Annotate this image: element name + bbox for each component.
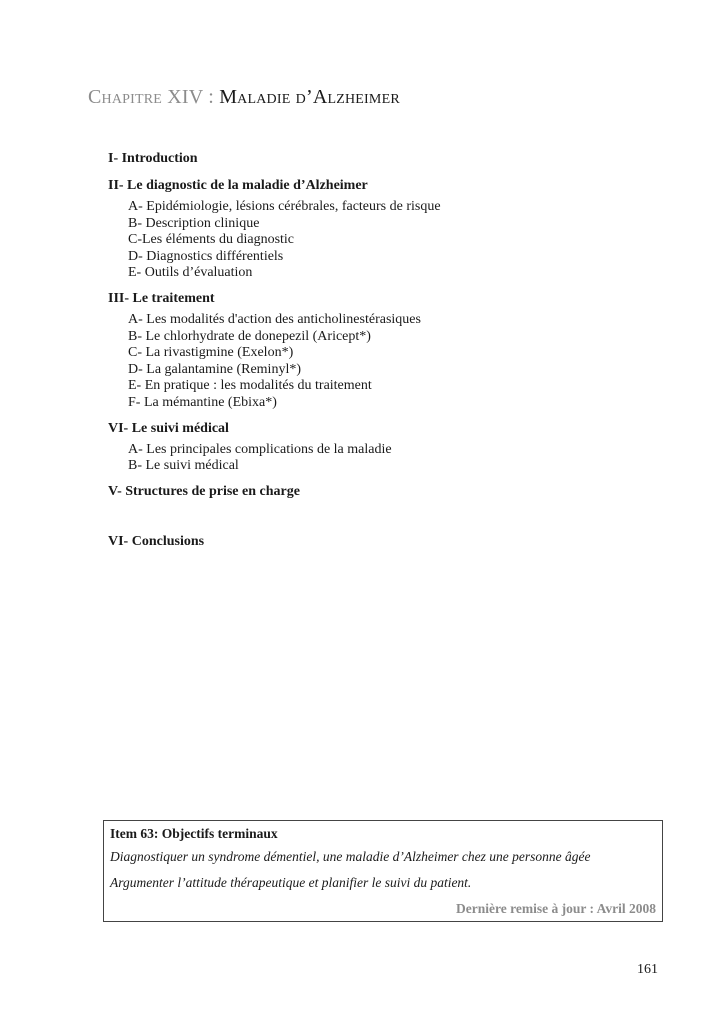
chapter-label: Chapitre XIV :	[88, 86, 220, 108]
chapter-title	[88, 86, 400, 109]
objective-line: Argumenter l’attitude thérapeutique et planifier le suivi du patient.	[110, 875, 472, 890]
list-item: E- En pratique : les modalités du traitement	[128, 378, 372, 394]
list-item: A- Les principales complications de la maladie	[128, 441, 392, 457]
list-item: B- Description clinique	[128, 215, 260, 231]
section-diagnostic: II- Le diagnostic de la maladie d’Alzheimer	[108, 178, 368, 193]
section-traitement: III- Le traitement	[108, 290, 215, 306]
objective-line: Diagnostiquer un syndrome démentiel, une maladie d’Alzheimer chez une personne âgée	[110, 849, 591, 864]
list-item: F- La mémantine (Ebixa*)	[128, 394, 277, 410]
section-introduction: I- Introduction	[108, 151, 198, 166]
list-item: C- La rivastigmine (Exelon*)	[128, 345, 294, 361]
diagnostic-subsections	[108, 199, 668, 282]
list-item: A- Epidémiologie, lésions cérébrales, facteurs de risque	[128, 199, 441, 214]
list-item: D- La galantamine (Reminyl*)	[128, 361, 301, 377]
objectives-box	[103, 820, 663, 922]
list-item: D- Diagnostics différentiels	[128, 248, 284, 264]
page-number: 161	[637, 962, 658, 977]
list-item: A- Les modalités d'action des anticholinestérasiques	[128, 311, 421, 327]
list-item: B- Le chlorhydrate de donepezil (Aricept*)	[128, 328, 371, 344]
table-of-contents	[108, 150, 668, 551]
list-item: B- Le suivi médical	[128, 458, 239, 474]
section-structures: V- Structures de prise en charge	[108, 483, 300, 499]
list-item: E- Outils d’évaluation	[128, 265, 253, 281]
list-item: C-Les éléments du diagnostic	[128, 232, 295, 248]
last-update: Dernière remise à jour : Avril 2008	[456, 901, 656, 916]
objectives-title: Item 63: Objectifs terminaux	[110, 826, 278, 841]
section-conclusions: VI- Conclusions	[108, 533, 205, 549]
chapter-name: Maladie d’Alzheimer	[219, 86, 400, 108]
section-suivi-medical: VI- Le suivi médical	[108, 420, 229, 436]
traitement-subsections	[108, 312, 668, 412]
suivi-subsections	[108, 442, 668, 475]
